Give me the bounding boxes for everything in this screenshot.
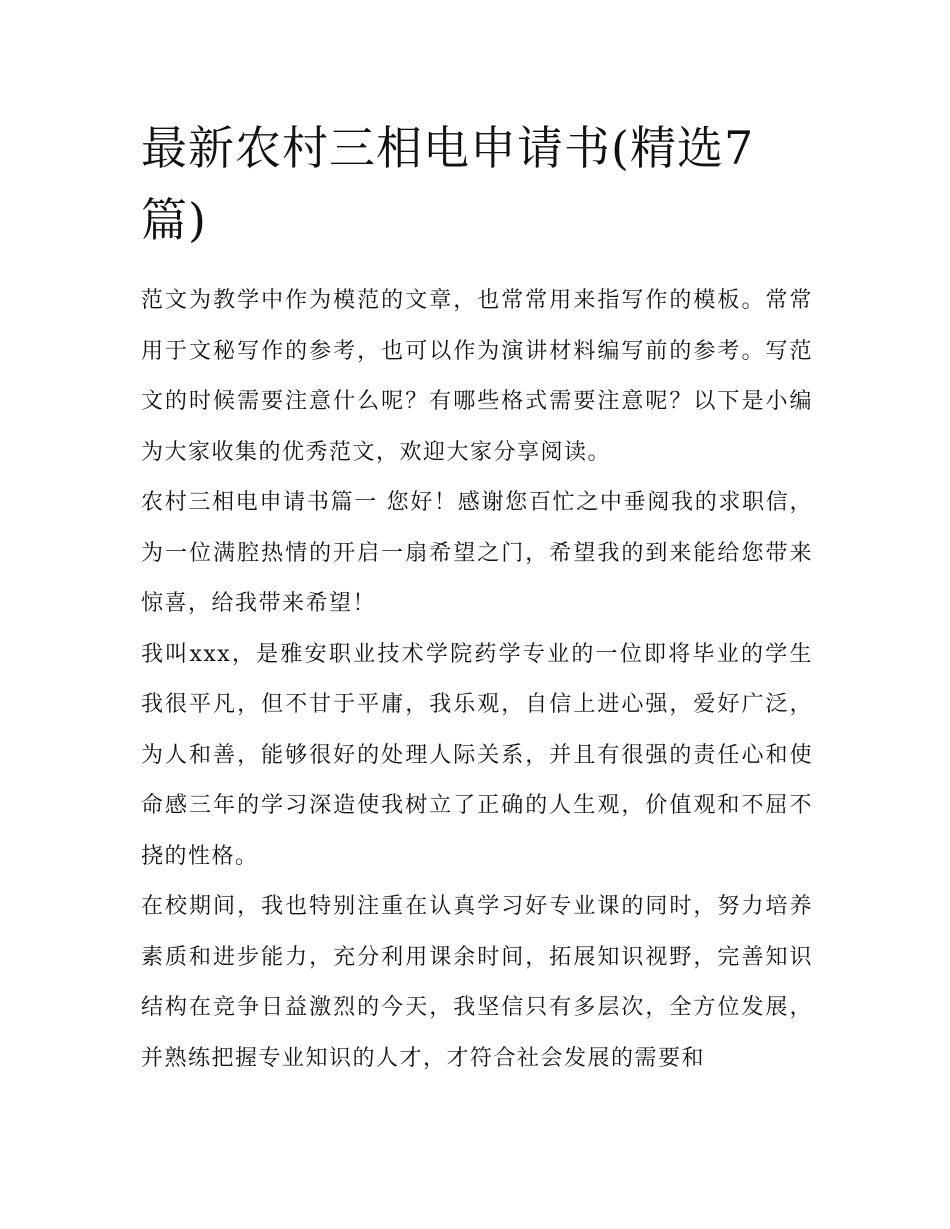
document-body [141,276,813,1084]
document-content [141,112,813,1084]
paragraph-self-introduction: 我叫xxx，是雅安职业技术学院药学专业的一位即将毕业的学生我很平凡，但不甘于平庸，我乐观，自信上进心强，爱好广泛，为人和善，能够很好的处理人际关系，并且有很强的责任心和使命感三年的学习深造使我树立了正确的人生观，价值观和不屈不挠的性格。 [141,641,813,869]
document-title: 最新农村三相电申请书(精选7篇) [141,121,755,247]
paragraph-intro: 范文为教学中作为模范的文章，也常常用来指写作的模板。常常用于文秘写作的参考，也可以作为演讲材料编写前的参考。写范文的时候需要注意什么呢？有哪些格式需要注意呢？以下是小编为大家收集的优秀范文，欢迎大家分享阅读。 [141,288,813,465]
paragraph-greeting: 农村三相电申请书篇一 您好！感谢您百忙之中垂阅我的求职信，为一位满腔热情的开启一扇希望之门，希望我的到来能给您带来惊喜，给我带来希望！ [141,490,813,616]
paragraph-school-period: 在校期间，我也特别注重在认真学习好专业课的同时，努力培养素质和进步能力，充分利用课余时间，拓展知识视野，完善知识结构在竞争日益激烈的今天，我坚信只有多层次，全方位发展，并熟练把握专业知识的人才，才符合社会发展的需要和 [141,894,813,1071]
